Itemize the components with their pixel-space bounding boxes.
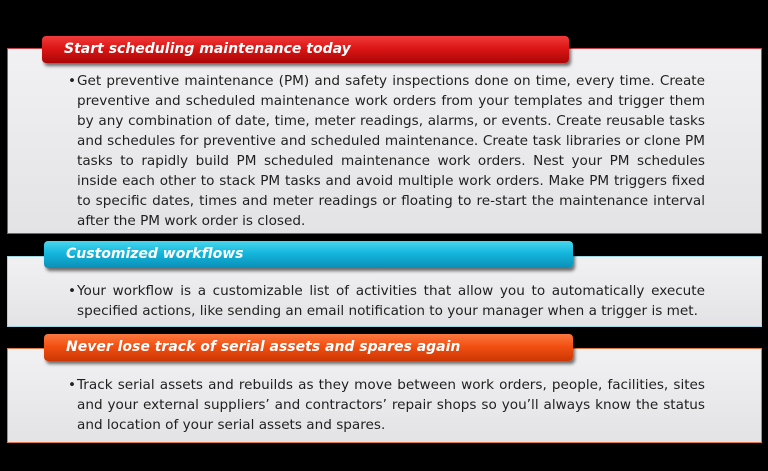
section-text-scheduling: Get preventive maintenance (PM) and safety inspections done on time, every time. Create preventive and scheduled maintenance work orders from your templates and trigger them by any combination of date, time, meter readings, alarms, or events. Create reusable tasks and schedules for preventive and scheduled maintenance. Create task libraries or clone PM tasks to rapidly build PM scheduled maintenance work orders. Nest your PM schedules inside each other to stack PM tasks and avoid multiple work orders. Make PM triggers fixed to specific dates, times and meter readings or floating to re-start the maintenance interval after the PM work order is closed. — [77, 73, 705, 229]
section-title-serial-assets: Never lose track of serial assets and spares again — [44, 334, 573, 361]
section-panel-scheduling — [7, 48, 762, 234]
section-body-serial-assets — [68, 375, 705, 435]
section-title-scheduling: Start scheduling maintenance today — [42, 36, 569, 63]
section-body-workflows — [68, 281, 705, 321]
bullet-marker: • — [68, 73, 77, 89]
section-text-workflows: Your workflow is a customizable list of activities that allow you to automatically execute specified actions, like sending an email notification to your manager when a trigger is met. — [77, 283, 705, 319]
section-text-serial-assets: Track serial assets and rebuilds as they move between work orders, people, facilities, sites and your external suppliers’ and contractors’ repair shops so you’ll always know the status and location of your serial assets and spares. — [77, 377, 705, 433]
section-title-workflows: Customized workflows — [44, 241, 573, 268]
section-panel-serial-assets — [7, 348, 762, 443]
bullet-marker: • — [68, 283, 77, 299]
bullet-marker: • — [68, 377, 77, 393]
section-body-scheduling — [68, 71, 705, 231]
